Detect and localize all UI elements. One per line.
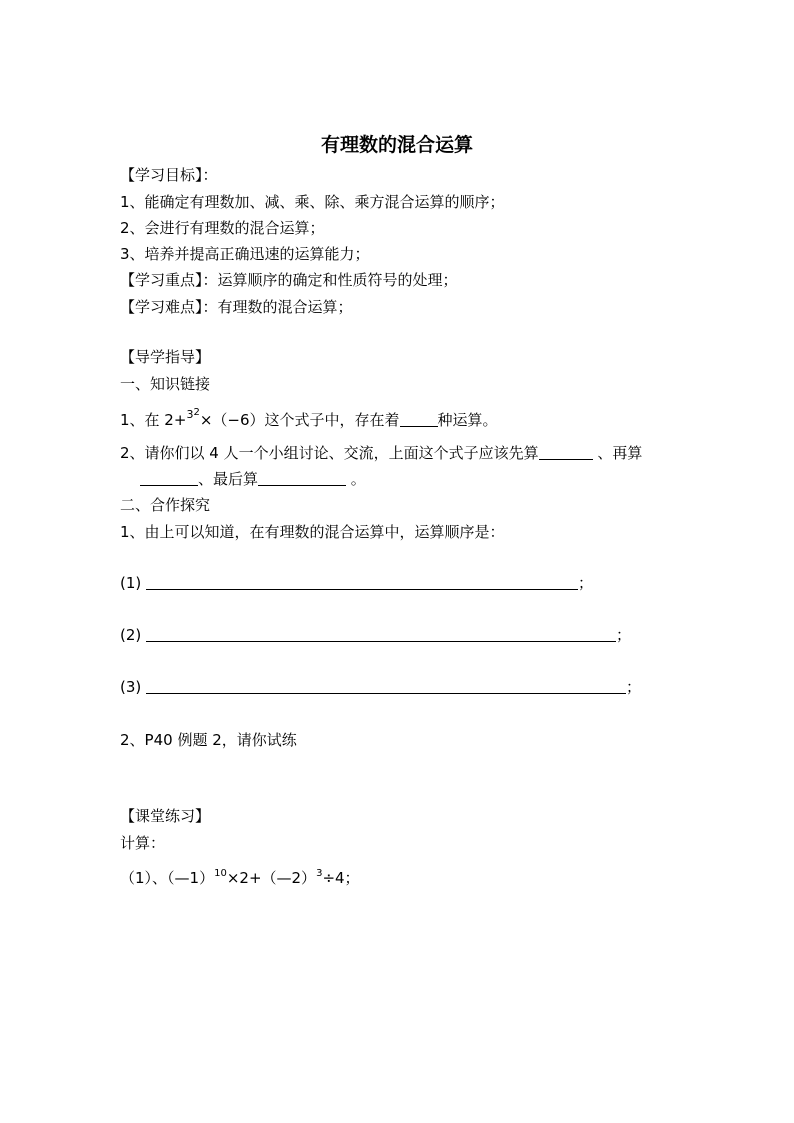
ex1-part-a: （1）、（—1） (120, 869, 215, 887)
order-end-2: ； (616, 626, 632, 644)
ex1-exponent-1: 10 (214, 868, 227, 879)
q1-prefix: 1、在 2+ (120, 411, 187, 429)
order-item-1 (120, 573, 593, 593)
q2-blank-3[interactable] (258, 470, 346, 486)
order-blank-3[interactable] (146, 678, 626, 694)
difficulty-label: 【学习难点】 (120, 298, 203, 316)
exercise-1 (120, 868, 360, 891)
difficulty (120, 297, 353, 317)
page-title: 有理数的混合运算 (320, 134, 473, 156)
objectives-heading: 【学习目标】： (120, 166, 218, 184)
q2-text-a: 2、请你们以 4 人一个小组讨论、交流，上面这个式子应该先算 (120, 444, 539, 462)
q1-exponent: 2 (193, 407, 200, 418)
order-blank-1[interactable] (146, 574, 578, 590)
q1-suffix: 种运算。 (437, 411, 498, 429)
order-label-3: (3) (120, 678, 142, 696)
q2-blank-2[interactable] (140, 470, 198, 486)
guide-heading: 【导学指导】 (120, 348, 211, 366)
q2-text-c: 、最后算 (198, 470, 259, 488)
section-knowledge-link: 一、知识链接 (120, 375, 211, 393)
question-4: 2、P40 例题 2，请你试练 (120, 731, 297, 749)
q1-middle: ×（−6）这个式子中，存在着 (199, 411, 400, 429)
question-2-line-2 (140, 469, 366, 489)
order-item-2 (120, 625, 631, 645)
order-label-2: (2) (120, 626, 142, 644)
practice-heading: 【课堂练习】 (120, 807, 211, 825)
ex1-part-c: ÷4； (322, 869, 360, 887)
q2-blank-1[interactable] (539, 444, 593, 460)
ex1-exponent-2: 3 (316, 868, 323, 879)
q1-base: 3 (186, 408, 194, 421)
objective-item-1: 1、能确定有理数加、减、乘、除、乘方混合运算的顺序； (120, 193, 505, 211)
question-3: 1、由上可以知道，在有理数的混合运算中，运算顺序是： (120, 523, 505, 541)
key-point-label: 【学习重点】 (120, 271, 203, 289)
difficulty-text: ：有理数的混合运算； (202, 298, 353, 316)
order-label-1: (1) (120, 574, 142, 592)
order-item-3 (120, 677, 641, 697)
q2-text-d: 。 (350, 470, 366, 488)
order-blank-2[interactable] (146, 626, 616, 642)
question-1 (120, 407, 498, 433)
objective-item-2: 2、会进行有理数的混合运算； (120, 219, 325, 237)
practice-prompt: 计算： (120, 834, 166, 852)
order-end-3: ； (626, 678, 642, 696)
order-end-1: ； (578, 574, 594, 592)
question-2-line-1 (120, 443, 642, 463)
q2-text-b: 、再算 (597, 444, 643, 462)
q1-blank[interactable] (400, 411, 438, 427)
section-cooperative-inquiry: 二、合作探究 (120, 496, 211, 514)
objective-item-3: 3、培养并提高正确迅速的运算能力； (120, 245, 370, 263)
ex1-part-b: ×2+（—2） (226, 869, 317, 887)
key-point-text: ：运算顺序的确定和性质符号的处理； (202, 271, 458, 289)
key-point (120, 270, 458, 290)
